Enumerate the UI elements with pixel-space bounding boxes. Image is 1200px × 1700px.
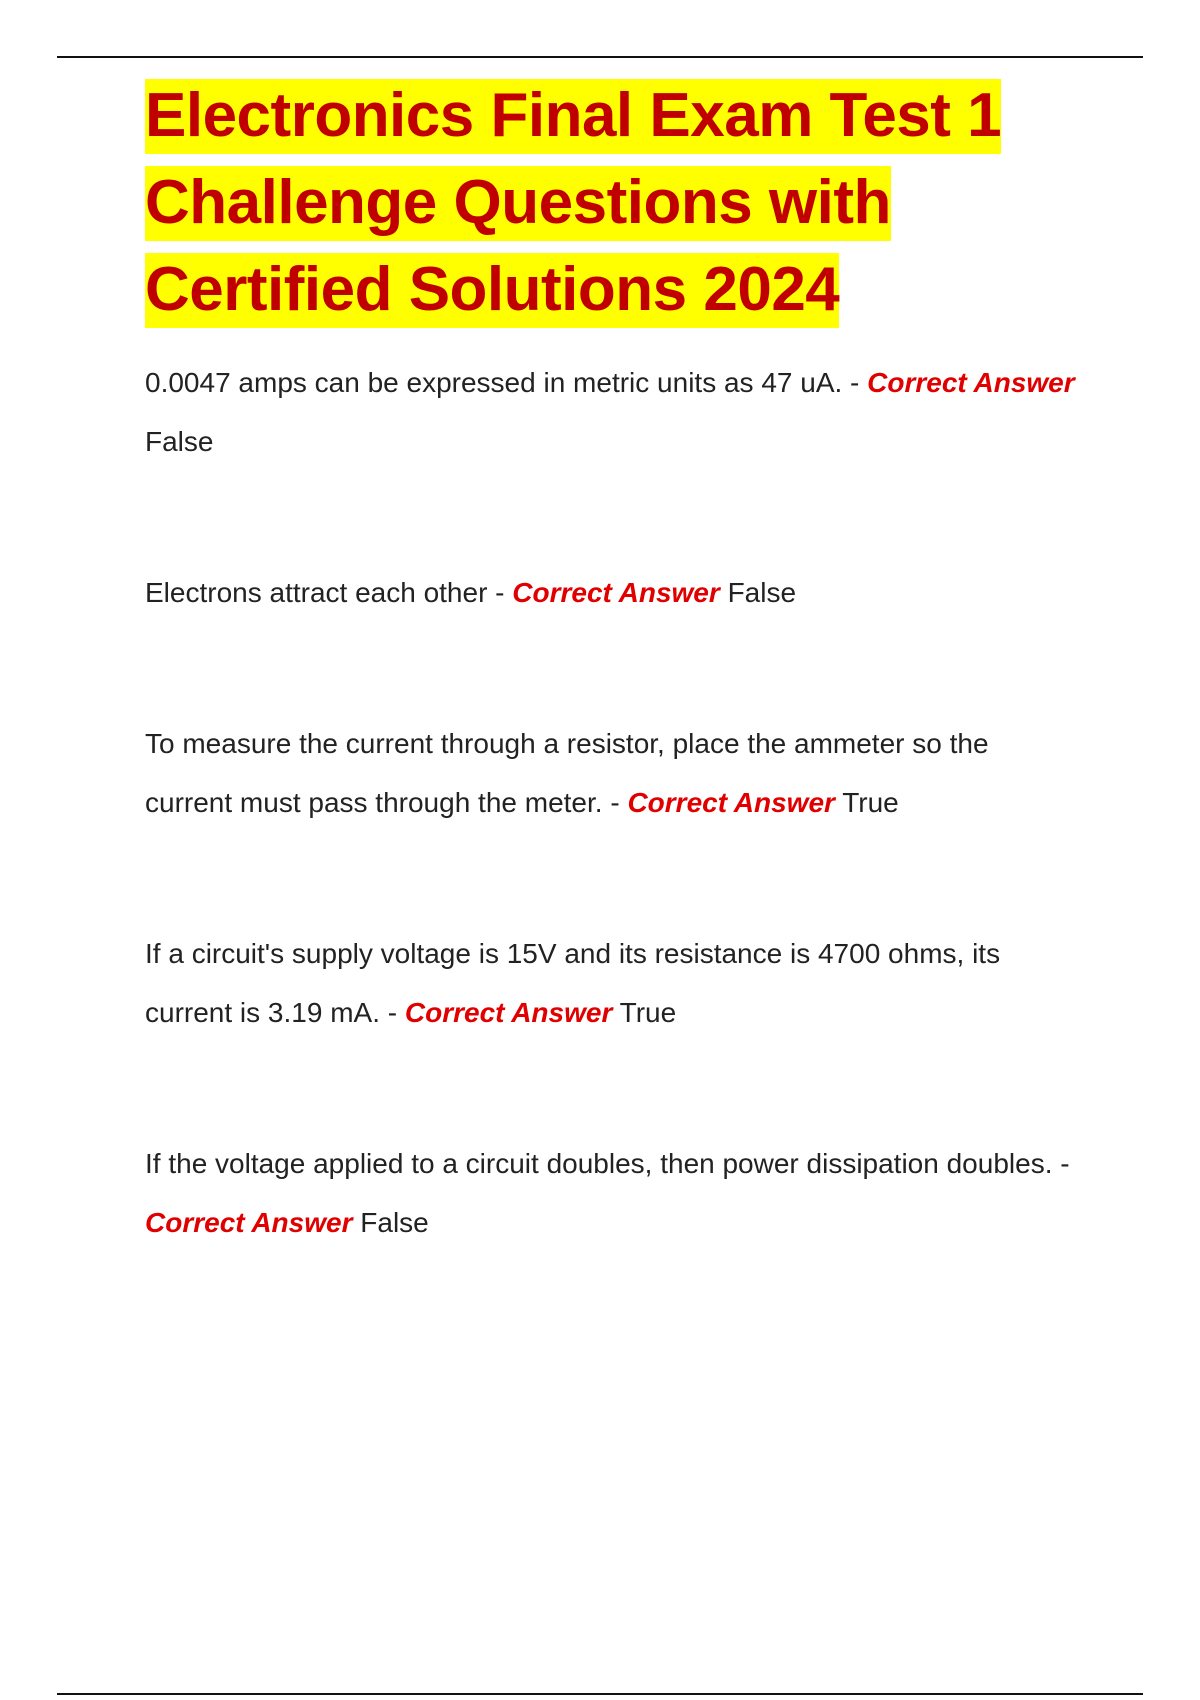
qa-list (145, 353, 1075, 1252)
answer-label: Correct Answer (512, 577, 720, 608)
answer-label: Correct Answer (867, 367, 1075, 398)
answer-value: False (727, 577, 797, 608)
answer-value: True (842, 787, 899, 818)
footer-rule (57, 1693, 1143, 1695)
question-text: If the voltage applied to a circuit doubles, then power dissipation doubles. (145, 1148, 1053, 1179)
answer-label: Correct Answer (404, 997, 613, 1028)
question-text: Electrons attract each other (145, 577, 488, 608)
answer-label: Correct Answer (145, 1207, 353, 1238)
answer-label: Correct Answer (627, 787, 835, 818)
qa-item (145, 924, 1075, 1042)
answer-value: True (619, 997, 677, 1028)
question-text: If a circuit's supply voltage is 15V and its resistance is 4700 ohms, its current is 3.19 mA. (145, 938, 1001, 1028)
question-text: 0.0047 amps can be expressed in metric units as 47 uA. (145, 367, 843, 398)
header-rule (57, 56, 1143, 58)
question-text: To measure the current through a resistor, place the ammeter so the current must pass through the meter. (145, 728, 989, 818)
answer-value: False (145, 426, 214, 457)
document-title (145, 72, 1075, 333)
qa-item (145, 563, 1075, 622)
qa-item (145, 353, 1075, 471)
answer-value: False (360, 1207, 429, 1238)
separator: - (379, 997, 405, 1028)
qa-item (145, 714, 1075, 832)
separator: - (602, 787, 628, 818)
document-body (145, 72, 1075, 1344)
separator: - (842, 367, 868, 398)
title-highlight: Electronics Final Exam Test 1 Challenge Questions with Certified Solutions 2024 (145, 79, 1001, 328)
separator: - (1052, 1148, 1070, 1179)
separator: - (487, 577, 513, 608)
qa-item (145, 1134, 1075, 1252)
